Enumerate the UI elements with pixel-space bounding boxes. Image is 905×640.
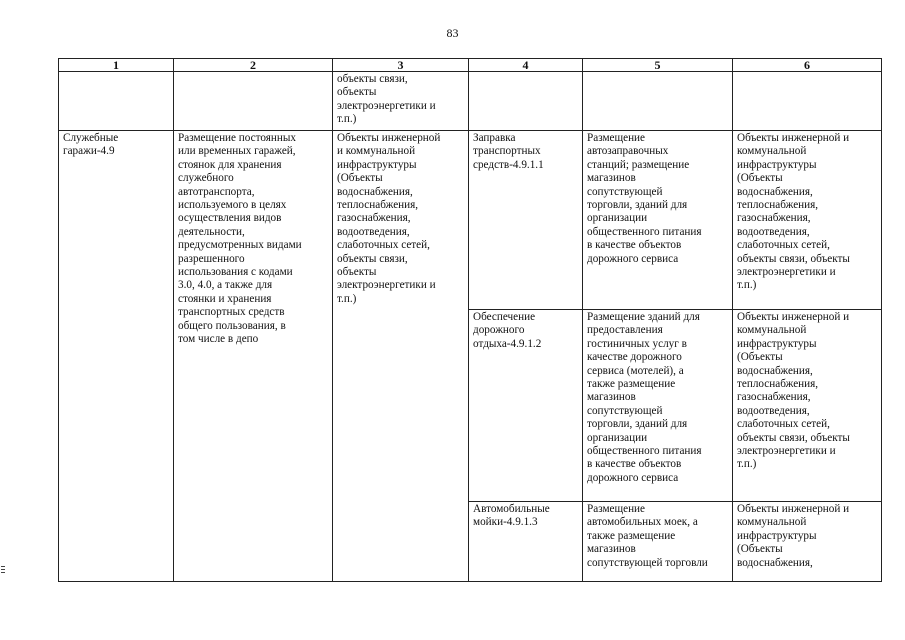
cell-subtype-description: Размещение автомобильных моек, а также размещение магазинов сопутствующей торговли <box>583 502 733 582</box>
header-cell-4: 4 <box>469 59 583 72</box>
cell-empty <box>583 72 733 131</box>
cell-use-description: Размещение постоянных или временных гаражей, стоянок для хранения служебного автотранспорта, используемого в целях осуществления видов деятельности, предусмотренных видами разрешенного использования с кодами 3.0, 4.0, а также для стоянки и хранения транспортных средств общего пользования, в том числе в депо <box>174 131 333 582</box>
cell-use-name: Служебные гаражи-4.9 <box>59 131 174 582</box>
cell-subtype-description: Размещение зданий для предоставления гостиничных услуг в качестве дорожного сервиса (мотелей), а также размещение магазинов сопутствующей торговли, зданий для организации общественного питания в качестве объектов дорожного сервиса <box>583 310 733 502</box>
land-use-table <box>58 58 882 582</box>
cell-empty <box>469 72 583 131</box>
header-cell-2: 2 <box>174 59 333 72</box>
cell-subtype-objects: Объекты инженерной и коммунальной инфраструктуры (Объекты водоснабжения, теплоснабжения, газоснабжения, водоотведения, слаботочных сетей, объекты связи, объекты электроэнергетики и т.п.) <box>733 310 882 502</box>
cell-permitted-objects: объекты связи, объекты электроэнергетики и т.п.) <box>333 72 469 131</box>
cell-subtype-objects: Объекты инженерной и коммунальной инфраструктуры (Объекты водоснабжения, теплоснабжения, газоснабжения, водоотведения, слаботочных сетей, объекты связи, объекты электроэнергетики и т.п.) <box>733 131 882 310</box>
cell-empty <box>59 72 174 131</box>
scan-edge-marks <box>0 564 6 578</box>
page-number: 83 <box>446 26 459 40</box>
header-cell-6: 6 <box>733 59 882 72</box>
header-cell-5: 5 <box>583 59 733 72</box>
cell-subtype-objects: Объекты инженерной и коммунальной инфраструктуры (Объекты водоснабжения, <box>733 502 882 582</box>
cell-empty <box>174 72 333 131</box>
cell-permitted-objects: Объекты инженерной и коммунальной инфраструктуры (Объекты водоснабжения, теплоснабжения, газоснабжения, водоотведения, слаботочных сетей, объекты связи, объекты электроэнергетики и т.п.) <box>333 131 469 582</box>
cell-subtype-name: Обеспечение дорожного отдыха-4.9.1.2 <box>469 310 583 502</box>
header-cell-3: 3 <box>333 59 469 72</box>
table-row-continuation <box>59 72 882 131</box>
cell-subtype-description: Размещение автозаправочных станций; размещение магазинов сопутствующей торговли, зданий для организации общественного питания в качестве объектов дорожного сервиса <box>583 131 733 310</box>
cell-subtype-name: Заправка транспортных средств-4.9.1.1 <box>469 131 583 310</box>
cell-empty <box>733 72 882 131</box>
table-row-service-garages <box>59 131 882 310</box>
cell-subtype-name: Автомобильные мойки-4.9.1.3 <box>469 502 583 582</box>
table-header-row <box>59 59 882 72</box>
header-cell-1: 1 <box>59 59 174 72</box>
